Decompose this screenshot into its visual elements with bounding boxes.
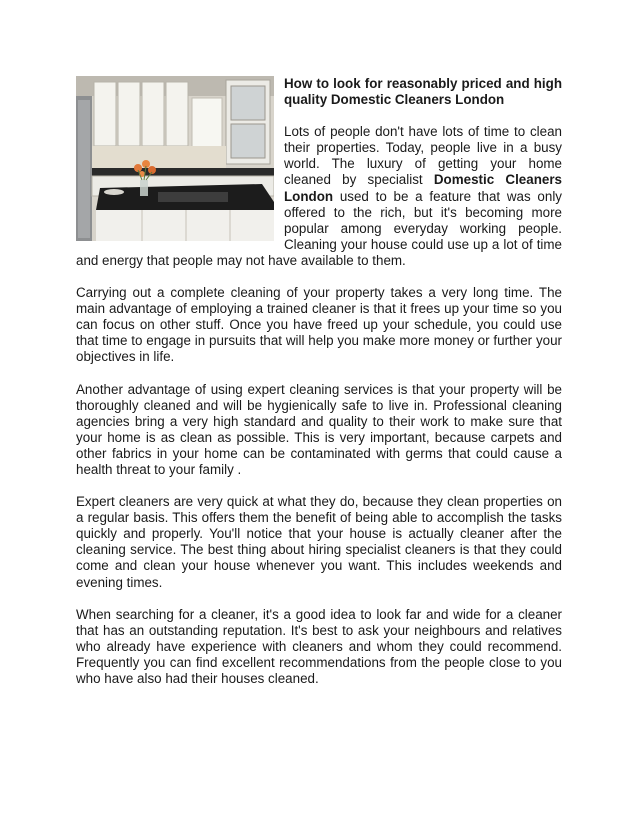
- paragraph-3: Another advantage of using expert cleaning services is that your property will be thoroughly cleaned and will be hygienically safe to live in. Professional cleaning agencies bring a very high standard and quality to their work to make sure that your home is as clean as possible. This is very important, because carpets and other fabrics in your home can be contaminated with germs that could cause a health threat to your family .: [76, 381, 562, 477]
- paragraph-5: When searching for a cleaner, it's a good idea to look far and wide for a cleaner that has an outstanding reputation. It's best to ask your neighbours and relatives who already have experience with cleaners and whom they could recommend. Frequently you can find excellent recommendations from the people close to you who have also had their houses cleaned.: [76, 606, 562, 686]
- article-title: How to look for reasonably priced and high quality Domestic Cleaners London: [284, 76, 562, 108]
- paragraph-4: Expert cleaners are very quick at what they do, because they clean properties on a regular basis. This offers them the benefit of being able to accomplish the tasks quickly and properly. You'll notice that your house is actually cleaner after the cleaning service. The best thing about hiring specialist cleaners is that they could come and clean your house whenever you want. This includes weekends and evening times.: [76, 494, 562, 590]
- intro-bold-link: Domestic Cleaners London: [284, 172, 562, 204]
- intro-text-start: Lots of people don't have lots of time to clean their properties. Today, people live in a busy world. The luxury of getting your home cleaned by specialist: [284, 124, 562, 188]
- article-body: [76, 76, 562, 703]
- paragraph-2: Carrying out a complete cleaning of your property takes a very long time. The main advantage of employing a trained cleaner is that it frees up your time so you can focus on other stuff. Once you have freed up your schedule, you could use that time to engage in pursuits that will help you make more money or further your objectives in life.: [76, 285, 562, 365]
- intro-text-end: used to be a feature that was only offered to the rich, but it's becoming more popular among everyday working people. Cleaning your house could use up a lot of time and energy that people may not have available to them.: [76, 188, 562, 268]
- kitchen-photo: [76, 76, 274, 241]
